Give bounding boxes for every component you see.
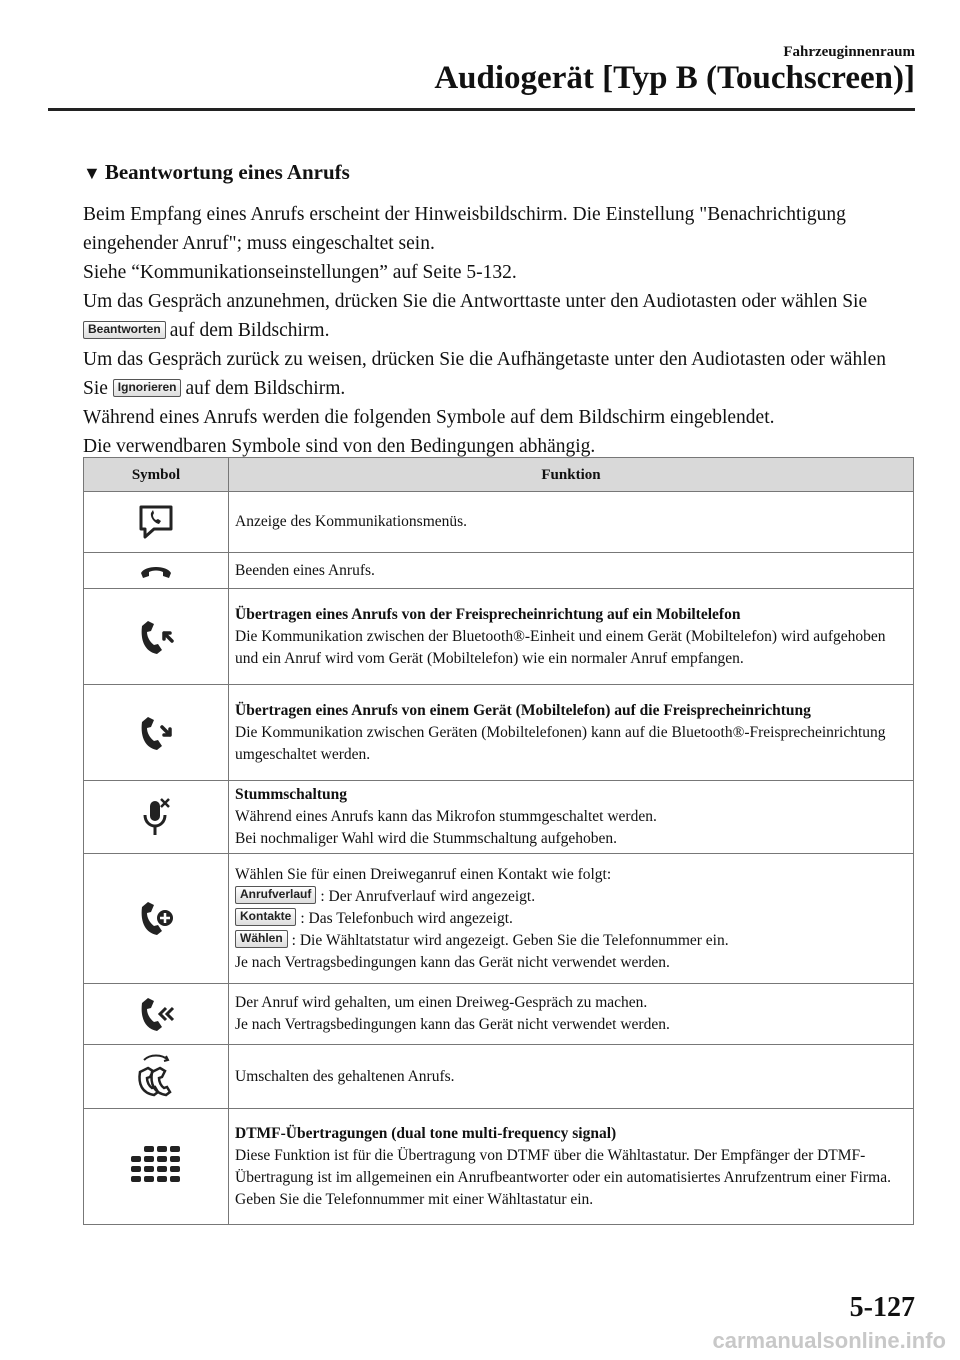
keypad-icon [129, 1144, 183, 1190]
call-history-button[interactable]: Anrufverlauf [235, 886, 316, 904]
text: auf dem Bildschirm. [185, 378, 346, 399]
symbol-cell [84, 1045, 229, 1109]
function-text: Wählen Sie für einen Dreiweganruf einen Kontakt wie folgt: [235, 865, 612, 883]
function-cell [229, 685, 914, 781]
dial-button[interactable]: Wählen [235, 930, 288, 948]
table-row [84, 854, 914, 984]
function-text: Die Kommunikation zwischen Geräten (Mobiltelefonen) kann auf die Bluetooth®-Freisprecheinrichtung umgeschaltet werden. [235, 723, 886, 763]
swap-call-icon [136, 1052, 176, 1102]
page-number: 5-127 [849, 1292, 915, 1323]
function-title: DTMF-Übertragungen (dual tone multi-frequency signal) [235, 1124, 617, 1142]
function-cell [229, 492, 914, 553]
function-text: Diese Funktion ist für die Übertragung von DTMF über die Wähltastatur. Der Empfänger der DTMF-Übertragung ist im allgemeinen ein Anrufbeantworter oder ein automatisiertes Anrufzentrum einer Firma. [235, 1146, 891, 1186]
function-cell [229, 589, 914, 685]
communication-menu-icon [136, 503, 176, 541]
function-cell [229, 1109, 914, 1225]
header-rule [48, 108, 915, 111]
function-text: Die Kommunikation zwischen der Bluetooth®-Einheit und einem Gerät (Mobiltelefon) wird aufgehoben und ein Anruf wird vom Gerät (Mobiltelefon) wie ein normaler Anruf empfangen. [235, 627, 886, 667]
function-cell [229, 781, 914, 854]
watermark: carmanualsonline.info [712, 1328, 946, 1353]
option-line [235, 908, 905, 930]
function-text: Beenden eines Anrufs. [235, 561, 375, 579]
table-row [84, 685, 914, 781]
table-row [84, 589, 914, 685]
paragraph [83, 287, 903, 345]
symbol-cell [84, 1109, 229, 1225]
answer-button[interactable]: Beantworten [83, 321, 166, 339]
text: auf dem Bildschirm. [169, 320, 330, 341]
transfer-to-phone-icon [136, 617, 176, 657]
heading-text: Beantwortung eines Anrufs [104, 160, 350, 184]
function-title: Stummschaltung [235, 786, 347, 803]
paragraph: Siehe “Kommunikationseinstellungen” auf Seite 5-132. [83, 262, 517, 283]
table-row [84, 781, 914, 854]
option-text: : Die Wähltatstatur wird angezeigt. Geben Sie die Telefonnummer ein. [291, 931, 729, 949]
mute-microphone-icon [139, 795, 173, 839]
function-title: Übertragen eines Anrufs von einem Gerät (Mobiltelefon) auf die Freisprecheinrichtung [235, 701, 811, 719]
function-cell [229, 984, 914, 1045]
paragraph: Beim Empfang eines Anrufs erscheint der Hinweisbildschirm. Die Einstellung "Benachrichtigung eingehender Anruf"; muss eingeschaltet sein. [83, 204, 846, 254]
symbol-cell [84, 589, 229, 685]
function-text: Je nach Vertragsbedingungen kann das Gerät nicht verwendet werden. [235, 1016, 670, 1033]
page-title: Audiogerät [Typ B (Touchscreen)] [434, 60, 915, 96]
table-row [84, 553, 914, 589]
table-row [84, 984, 914, 1045]
function-text: Umschalten des gehaltenen Anrufs. [235, 1067, 455, 1085]
option-line [235, 930, 905, 952]
function-text: Während eines Anrufs kann das Mikrofon stummgeschaltet werden. [235, 808, 657, 825]
text: Um das Gespräch anzunehmen, drücken Sie die Antworttaste unter den Audiotasten oder wählen Sie [83, 291, 868, 312]
function-text: Anzeige des Kommunikationsmenüs. [235, 513, 468, 530]
column-header-symbol: Symbol [84, 458, 229, 492]
section-heading [83, 160, 350, 185]
function-cell [229, 553, 914, 589]
symbol-cell [84, 984, 229, 1045]
function-title: Übertragen eines Anrufs von der Freisprecheinrichtung auf ein Mobiltelefon [235, 605, 741, 623]
option-text: : Der Anrufverlauf wird angezeigt. [320, 887, 536, 905]
function-cell [229, 854, 914, 984]
add-call-icon [136, 896, 176, 942]
table-row [84, 1109, 914, 1225]
symbol-cell [84, 685, 229, 781]
triangle-marker-icon: ▼ [83, 163, 101, 183]
symbol-cell [84, 492, 229, 553]
table-header-row [84, 458, 914, 492]
column-header-function: Funktion [229, 458, 914, 492]
function-cell [229, 1045, 914, 1109]
symbol-cell [84, 854, 229, 984]
table-row [84, 492, 914, 553]
function-text: Geben Sie die Telefonnummer mit einer Wähltastatur ein. [235, 1190, 594, 1208]
paragraph: Die verwendbaren Symbole sind von den Bedingungen abhängig. [83, 436, 596, 457]
symbol-cell [84, 781, 229, 854]
transfer-to-handsfree-icon [136, 713, 176, 753]
symbol-table [83, 457, 914, 1225]
hold-call-icon [136, 994, 176, 1034]
option-text: : Das Telefonbuch wird angezeigt. [300, 909, 513, 927]
paragraph: Während eines Anrufs werden die folgenden Symbole auf dem Bildschirm eingeblendet. [83, 407, 775, 428]
table-row [84, 1045, 914, 1109]
paragraph [83, 345, 903, 403]
text: Um das Gespräch zurück zu weisen, drücken Sie die Aufhängetaste unter den Audiotasten oder wählen Sie [83, 349, 887, 399]
ignore-button[interactable]: Ignorieren [113, 379, 182, 397]
end-call-icon [138, 560, 174, 582]
body-text [83, 200, 903, 461]
option-line [235, 886, 905, 908]
function-text: Der Anruf wird gehalten, um einen Dreiweg-Gespräch zu machen. [235, 994, 648, 1011]
section-label: Fahrzeuginnenraum [783, 44, 915, 60]
contacts-button[interactable]: Kontakte [235, 908, 296, 926]
function-text: Bei nochmaliger Wahl wird die Stummschaltung aufgehoben. [235, 830, 618, 847]
function-text: Je nach Vertragsbedingungen kann das Gerät nicht verwendet werden. [235, 953, 670, 971]
symbol-cell [84, 553, 229, 589]
